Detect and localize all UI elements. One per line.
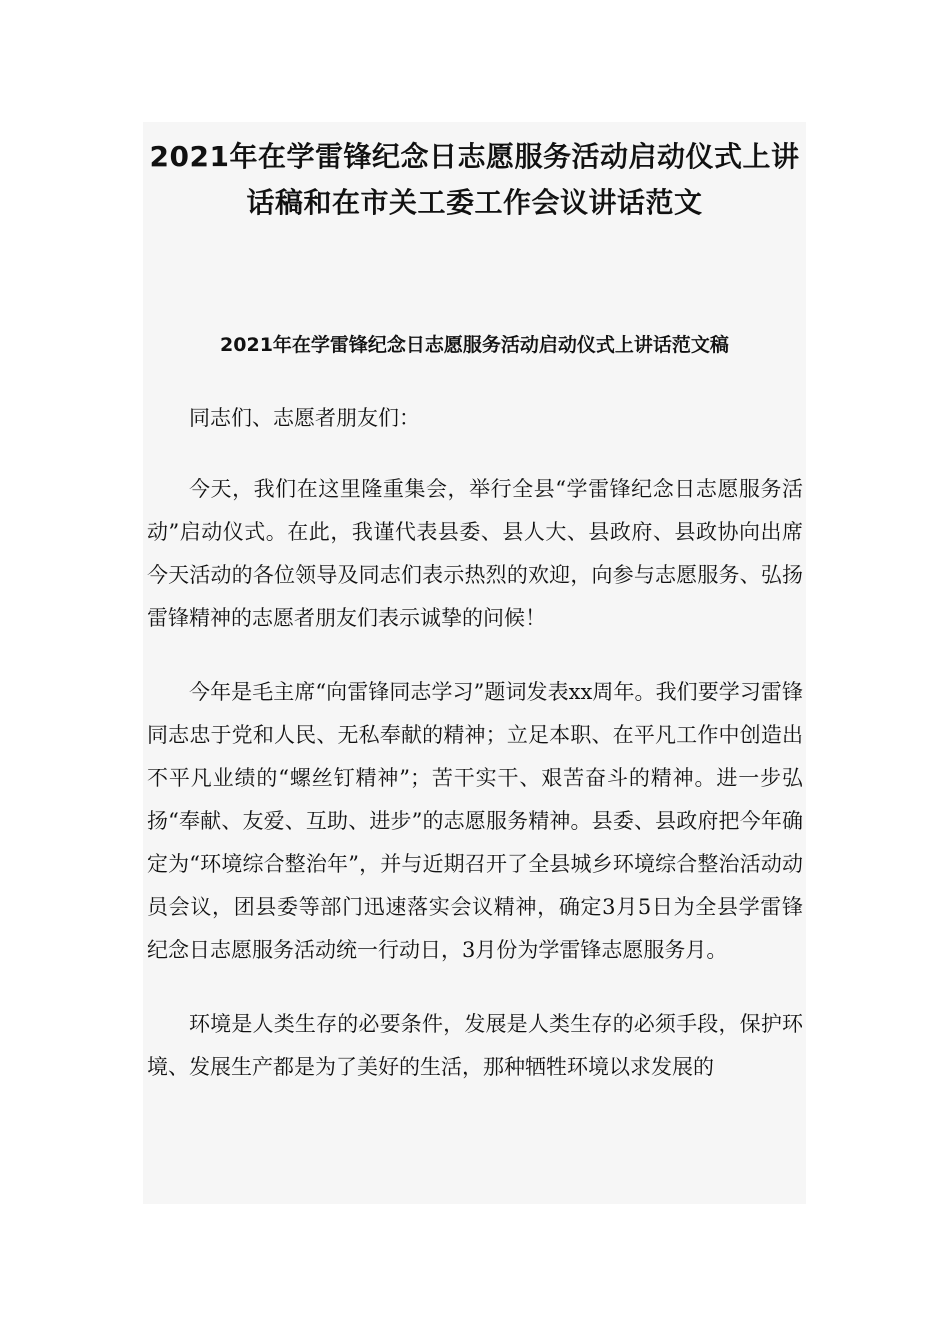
greeting: 同志们、志愿者朋友们： [189,406,420,430]
paragraph-1: 今天，我们在这里隆重集会，举行全县“学雷锋纪念日志愿服务活动”启动仪式。在此，我谨代表县委、县人大、县政府、县政协向出席今天活动的各位领导及同志们表示热烈的欢迎，向参与志愿服务、弘扬雷锋精神的志愿者朋友们表示诚挚的问候！ [147,477,803,630]
document-page [143,122,806,1204]
document-title-line-1: 2021年在学雷锋纪念日志愿服务活动启动仪式上讲 [149,140,800,173]
paragraph-3: 环境是人类生存的必要条件，发展是人类生存的必须手段，保护环境、发展生产都是为了美好的生活，那种牺牲环境以求发展的 [147,1012,803,1079]
paragraph-2: 今年是毛主席“向雷锋同志学习”题词发表xx周年。我们要学习雷锋同志忠于党和人民、无私奉献的精神；立足本职、在平凡工作中创造出不平凡业绩的“螺丝钉精神”；苦干实干、艰苦奋斗的精神。进一步弘扬“奉献、友爱、互助、进步”的志愿服务精神。县委、县政府把今年确定为“环境综合整治年”，并与近期召开了全县城乡环境综合整治活动动员会议，团县委等部门迅速落实会议精神，确定3月5日为全县学雷锋纪念日志愿服务活动统一行动日，3月份为学雷锋志愿服务月。 [147,680,803,962]
document-body [147,397,803,1120]
document-title-line-2: 话稿和在市关工委工作会议讲话范文 [246,186,703,219]
document-title [143,122,806,226]
speech-title: 2021年在学雷锋纪念日志愿服务活动启动仪式上讲话范文稿 [220,334,729,356]
